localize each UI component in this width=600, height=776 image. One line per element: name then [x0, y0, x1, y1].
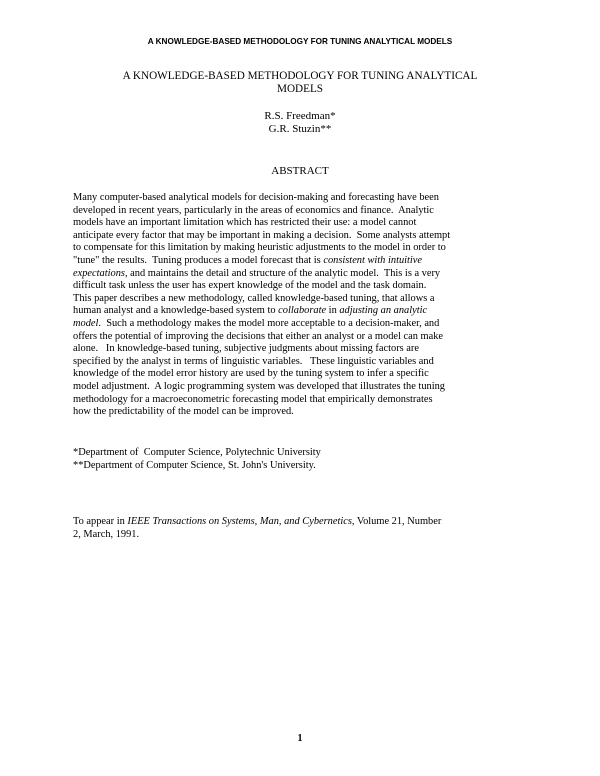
- abstract-line-run: consistent with intuitive: [323, 254, 423, 266]
- abstract-line: [73, 356, 525, 369]
- abstract-line-run: specified by the analyst in terms of linguistic variables. These linguistic variables and: [73, 355, 434, 367]
- abstract-line: [73, 205, 525, 218]
- affiliation-2: **Department of Computer Science, St. John's University.: [73, 459, 316, 471]
- abstract-line-run: "tune" the results. Tuning produces a model forecast that is: [73, 254, 324, 266]
- abstract-line-run: models have an important limitation which has restricted their use: a model cannot: [73, 217, 417, 229]
- abstract-line-run: , and maintains the detail and structure of the analytic model. This is a very: [124, 267, 441, 279]
- abstract-line: [73, 318, 525, 331]
- author-2: G.R. Stuzin**: [268, 123, 332, 135]
- author-list: [200, 110, 400, 136]
- publication-note: [73, 515, 525, 541]
- abstract-line-run: model adjustment. A logic programming system was developed that illustrates the tuning: [73, 380, 445, 392]
- abstract-line-run: to compensate for this limitation by making heuristic adjustments to the model in order to: [73, 242, 446, 254]
- abstract-line: [73, 394, 525, 407]
- abstract-line-run: model: [73, 317, 99, 329]
- abstract-line-run: alone. In knowledge-based tuning, subjective judgments about missing factors are: [73, 343, 419, 355]
- abstract-line: [73, 381, 525, 394]
- abstract-line-run: how the predictability of the model can be improved.: [73, 406, 294, 418]
- publication-line-2: 2, March, 1991.: [73, 529, 140, 540]
- abstract-line: [73, 268, 525, 281]
- abstract-line: [73, 280, 525, 293]
- abstract-line-run: Many computer-based analytical models for decision-making and forecasting have been: [73, 192, 439, 203]
- title-line-1: A KNOWLEDGE-BASED METHODOLOGY FOR TUNING ANALYTICAL: [122, 70, 478, 82]
- abstract-line-run: expectations: [73, 267, 125, 279]
- page-number: 1: [297, 733, 303, 744]
- author-1: R.S. Freedman*: [264, 110, 336, 122]
- abstract-line: [73, 406, 525, 419]
- abstract-line: [73, 192, 525, 205]
- abstract-line-run: methodology for a macroeconometric forecasting model that empirically demonstrates: [73, 393, 433, 405]
- abstract-line: [73, 368, 525, 381]
- abstract-line: [73, 293, 525, 306]
- running-head: A KNOWLEDGE-BASED METHODOLOGY FOR TUNING ANALYTICAL MODELS: [147, 37, 453, 46]
- abstract-body: [73, 192, 525, 419]
- affiliations: [73, 447, 525, 472]
- title-line-2: MODELS: [277, 83, 323, 95]
- publication-line-run: , Volume 21, Number: [351, 516, 442, 527]
- abstract-line: [73, 242, 525, 255]
- abstract-line-run: This paper describes a new methodology, called knowledge-based tuning, that allows a: [73, 292, 435, 304]
- abstract-line-run: human analyst and a knowledge-based system to: [73, 305, 279, 317]
- publication-line-1: [73, 515, 525, 528]
- abstract-line-run: collaborate: [278, 305, 327, 317]
- abstract-line-run: . Such a methodology makes the model more acceptable to a decision-maker, and: [98, 317, 440, 329]
- abstract-line: [73, 343, 525, 356]
- abstract-line-run: adjusting an analytic: [339, 305, 428, 317]
- abstract-line-run: in: [326, 305, 340, 317]
- abstract-line-run: offers the potential of improving the decisions that either an analyst or a model can make: [73, 330, 444, 342]
- abstract-line-run: developed in recent years, particularly in the areas of economics and finance. Analytic: [73, 204, 434, 216]
- abstract-line: [73, 331, 525, 344]
- abstract-line: [73, 305, 525, 318]
- publication-line-run: IEEE Transactions on Systems, Man, and Cybernetics: [127, 516, 352, 527]
- publication-line-run: To appear in: [73, 516, 128, 527]
- abstract-line: [73, 217, 525, 230]
- abstract-line: [73, 230, 525, 243]
- abstract-line: [73, 255, 525, 268]
- paper-title: [80, 70, 520, 96]
- abstract-line-run: knowledge of the model error history are used by the tuning system to infer a specific: [73, 368, 429, 380]
- abstract-line-run: difficult task unless the user has expert knowledge of the model and the task domain.: [73, 280, 427, 292]
- abstract-line-run: anticipate every factor that may be important in making a decision. Some analysts attempt: [73, 229, 451, 241]
- affiliation-1: *Department of Computer Science, Polytechnic University: [73, 447, 321, 458]
- abstract-heading: ABSTRACT: [271, 165, 329, 177]
